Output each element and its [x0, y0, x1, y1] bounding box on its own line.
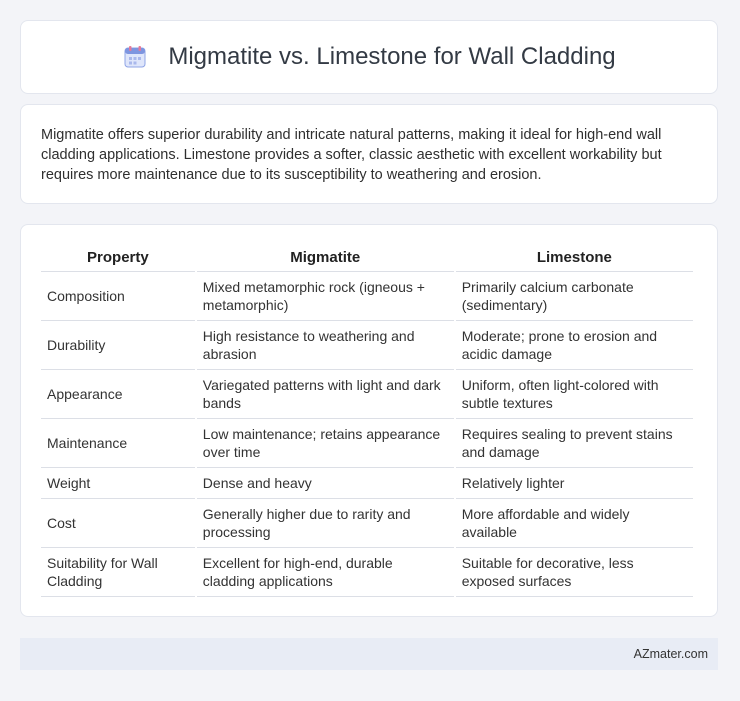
row-property: Composition: [41, 272, 195, 321]
footer: [20, 638, 718, 670]
table-row: [41, 321, 693, 370]
header-limestone: Limestone: [456, 243, 693, 272]
row-limestone: Primarily calcium carbonate (sedimentary): [456, 272, 693, 321]
row-property: Weight: [41, 468, 195, 499]
table-row: [41, 272, 693, 321]
footer-site-name: AZmater.com: [633, 647, 708, 661]
row-migmatite: Excellent for high-end, durable cladding applications: [197, 548, 454, 597]
comparison-table: [39, 243, 695, 597]
table-header-row: [41, 243, 693, 272]
summary-card: [20, 104, 718, 204]
row-property: Suitability for Wall Cladding: [41, 548, 195, 597]
row-migmatite: Low maintenance; retains appearance over time: [197, 419, 454, 468]
table-row: [41, 548, 693, 597]
header-property: Property: [41, 243, 195, 272]
row-limestone: Moderate; prone to erosion and acidic damage: [456, 321, 693, 370]
row-migmatite: High resistance to weathering and abrasion: [197, 321, 454, 370]
row-limestone: Uniform, often light-colored with subtle textures: [456, 370, 693, 419]
row-migmatite: Variegated patterns with light and dark bands: [197, 370, 454, 419]
header-migmatite: Migmatite: [197, 243, 454, 272]
summary-text: Migmatite offers superior durability and intricate natural patterns, making it ideal for high-end wall cladding applications. Limestone provides a softer, classic aesthetic with excellent workability but requires more maintenance due to its susceptibility to weathering and erosion.: [41, 127, 662, 183]
row-property: Cost: [41, 499, 195, 548]
table-row: [41, 419, 693, 468]
comparison-table-card: [20, 224, 718, 617]
row-property: Maintenance: [41, 419, 195, 468]
row-limestone: More affordable and widely available: [456, 499, 693, 548]
row-migmatite: Mixed metamorphic rock (igneous + metamorphic): [197, 272, 454, 321]
row-property: Durability: [41, 321, 195, 370]
row-limestone: Relatively lighter: [456, 468, 693, 499]
table-row: [41, 370, 693, 419]
page-title: Migmatite vs. Limestone for Wall Cladding: [168, 43, 616, 70]
row-migmatite: Generally higher due to rarity and processing: [197, 499, 454, 548]
row-migmatite: Dense and heavy: [197, 468, 454, 499]
title-card: [20, 20, 718, 94]
row-limestone: Requires sealing to prevent stains and damage: [456, 419, 693, 468]
calendar-icon: [122, 44, 148, 70]
table-row: [41, 468, 693, 499]
row-property: Appearance: [41, 370, 195, 419]
table-row: [41, 499, 693, 548]
row-limestone: Suitable for decorative, less exposed surfaces: [456, 548, 693, 597]
